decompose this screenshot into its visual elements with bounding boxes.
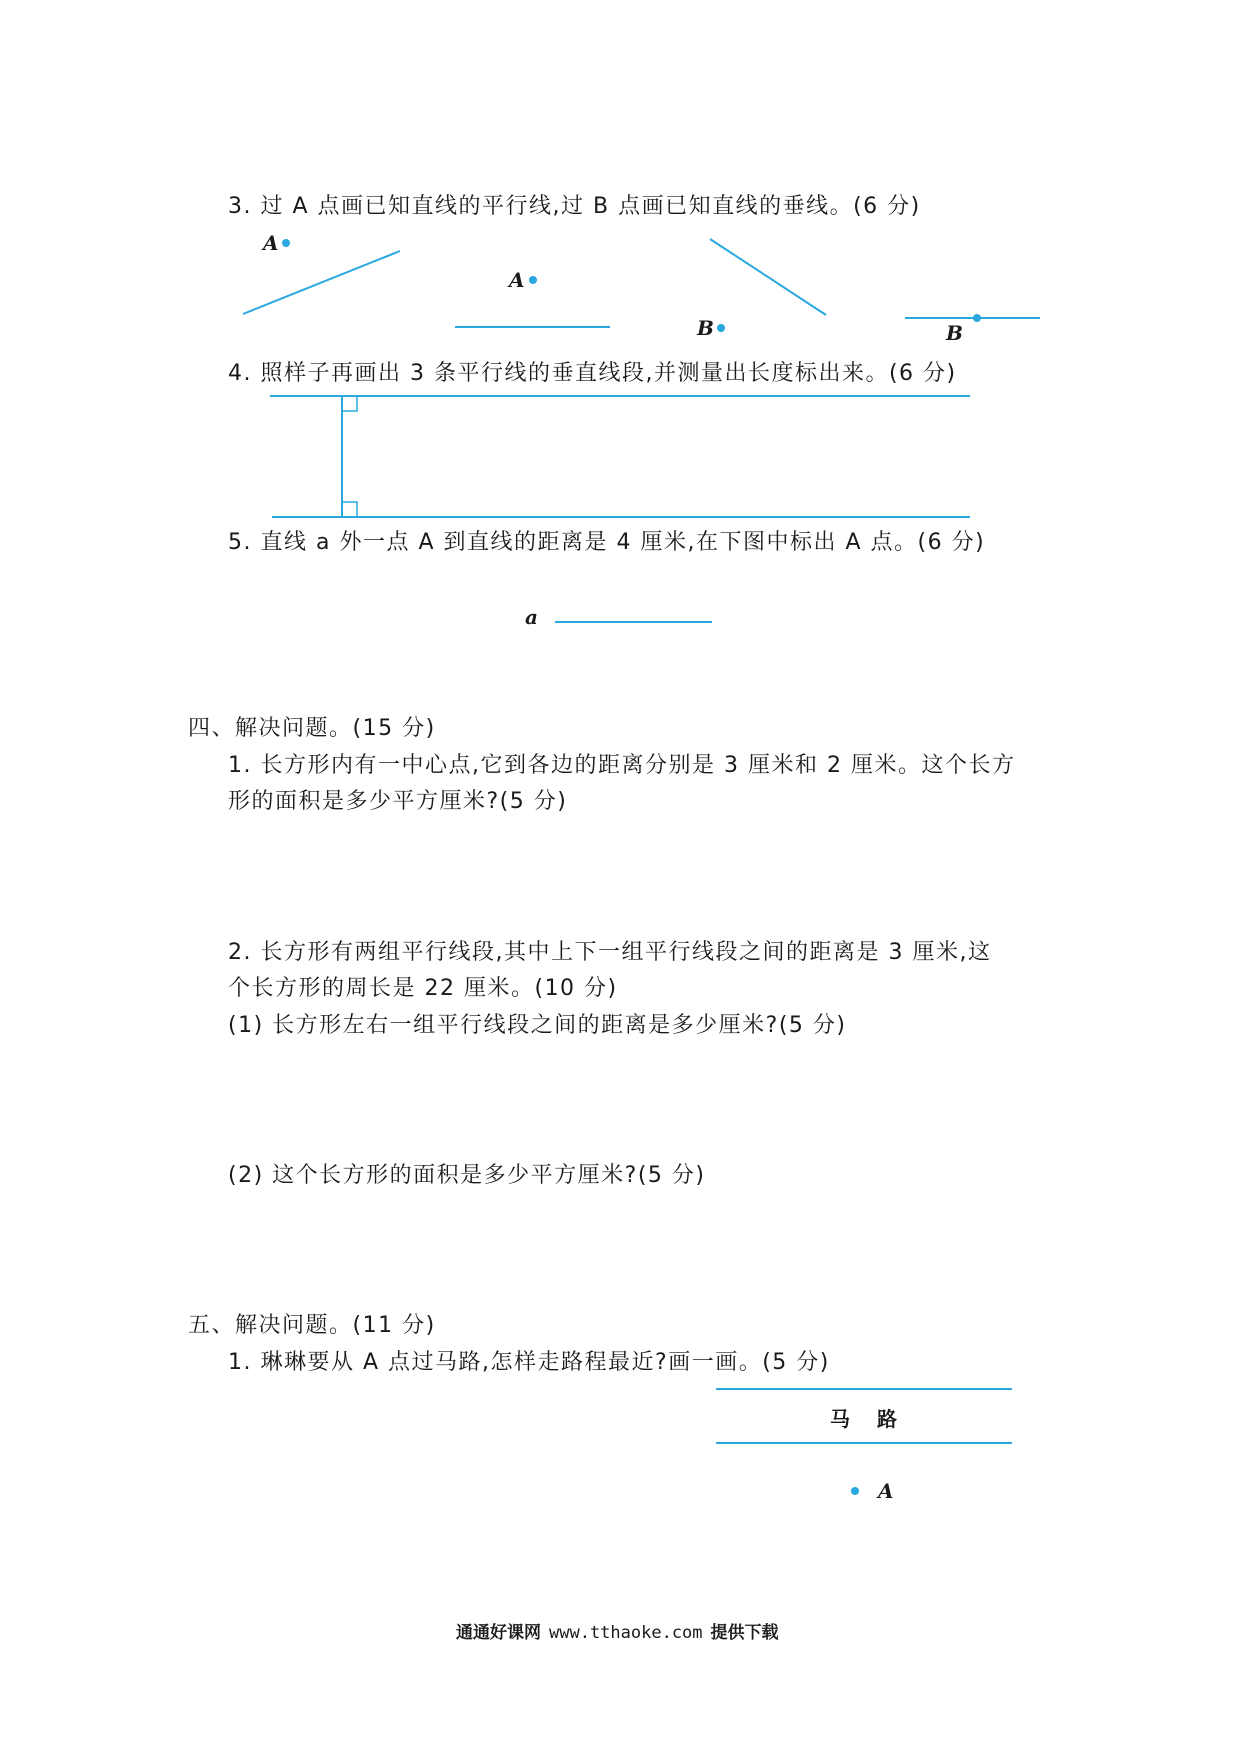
question-5: 5. 直线 a 外一点 A 到直线的距离是 4 厘米,在下图中标出 A 点。(6 分) (228, 530, 986, 555)
question-4: 4. 照样子再画出 3 条平行线的垂直线段,并测量出长度标出来。(6 分) (228, 361, 957, 386)
s4-q1-line1: 1. 长方形内有一中心点,它到各边的距离分别是 3 厘米和 2 厘米。这个长方 (228, 753, 1016, 778)
question-3: 3. 过 A 点画已知直线的平行线,过 B 点画已知直线的垂线。(6 分) (228, 194, 921, 219)
section-4-heading: 四、解决问题。(15 分) (188, 716, 436, 741)
point-b-2-dot (973, 314, 981, 322)
point-a-1-dot (282, 239, 290, 247)
footer-url: www.tthaoke.com (549, 1623, 703, 1643)
label-point-a-1: A (263, 231, 279, 255)
label-line-a: a (525, 605, 538, 629)
label-point-a-road: A (878, 1479, 894, 1503)
label-point-b-2: B (946, 321, 963, 345)
footer-site: 通通好课网 (456, 1623, 541, 1643)
point-a-road-dot (851, 1487, 859, 1495)
page-footer (456, 1618, 779, 1643)
label-point-a-2: A (509, 268, 525, 292)
s4-q2-sub2: (2) 这个长方形的面积是多少平方厘米?(5 分) (228, 1163, 706, 1188)
section-5-heading: 五、解决问题。(11 分) (188, 1313, 436, 1338)
s4-q2-line2: 个长方形的周长是 22 厘米。(10 分) (228, 976, 618, 1001)
s4-q1-line2: 形的面积是多少平方厘米?(5 分) (228, 789, 568, 814)
right-angle-mark-top (342, 396, 357, 411)
s5-q1: 1. 琳琳要从 A 点过马路,怎样走路程最近?画一画。(5 分) (228, 1350, 830, 1375)
point-a-2-dot (529, 276, 537, 284)
footer-tail: 提供下载 (710, 1623, 779, 1643)
given-line-1 (243, 251, 400, 314)
s4-q2-line1: 2. 长方形有两组平行线段,其中上下一组平行线段之间的距离是 3 厘米,这 (228, 940, 992, 965)
s4-q2-sub1: (1) 长方形左右一组平行线段之间的距离是多少厘米?(5 分) (228, 1013, 847, 1038)
right-angle-mark-bottom (342, 502, 357, 517)
label-point-b-1: B (697, 316, 714, 340)
point-b-1-dot (717, 324, 725, 332)
road-label: 马 路 (830, 1407, 907, 1431)
given-line-3 (710, 239, 826, 315)
